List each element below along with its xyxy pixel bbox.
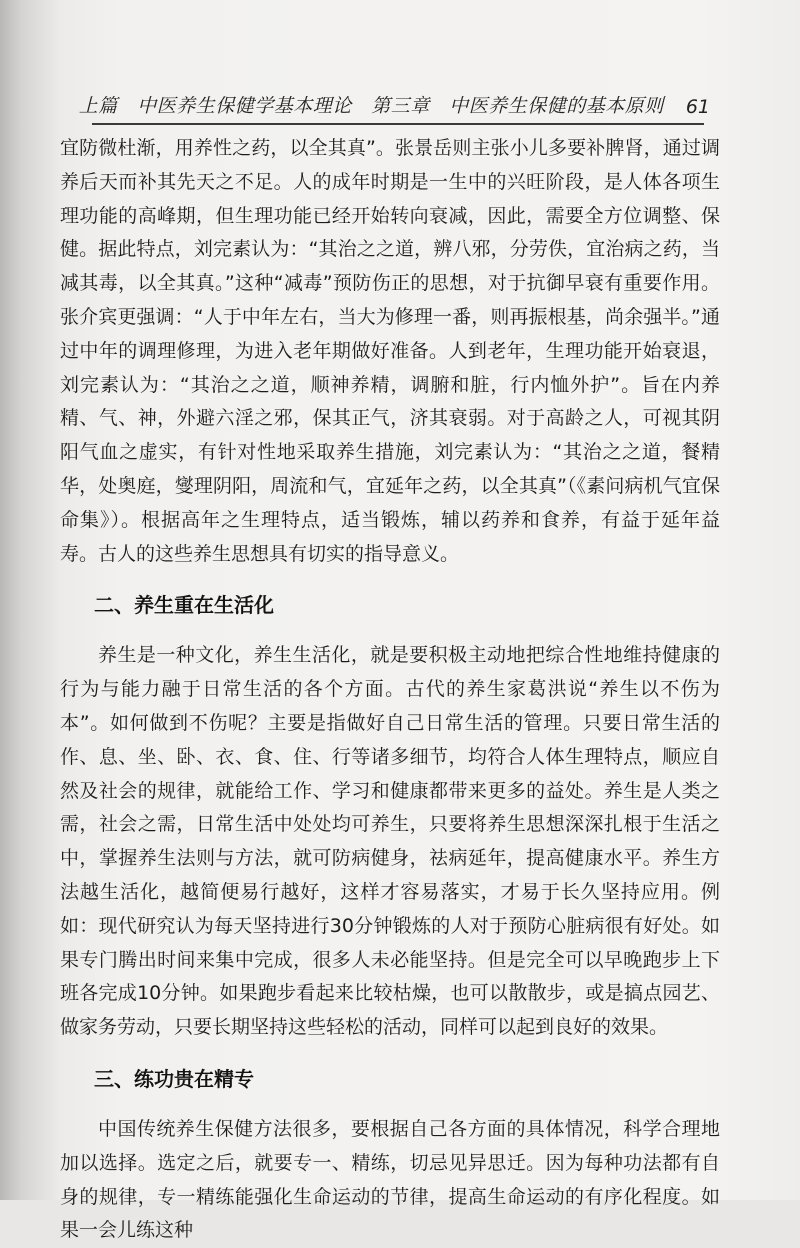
section-heading-lifestyle: 二、养生重在生活化 (94, 593, 274, 618)
section-lifestyle-paragraph: 养生是一种文化，养生生活化，就是要积极主动地把综合性地维持健康的行为与能力融于日常生活的各个方面。古代的养生家葛洪说“养生以不伤为本”。如何做到不伤呢？主要是指做好自己日常生活的管理。只要日常生活的作、息、坐、卧、衣、食、住、行等诸多细节，均符合人体生理特点，顺应自然及社会的规律，就能给工作、学习和健康都带来更多的益处。养生是人类之需，社会之需，日常生活中处处均可养生，只要将养生思想深深扎根于生活之中，掌握养生法则与方法，就可防病健身，祛病延年，提高健康水平。养生方法越生活化，越简便易行越好，这样才容易落实，才易于长久坚持应用。例如：现代研究认为每天坚持进行30分钟锻炼的人对于预防心脏病很有好处。如果专门腾出时间来集中完成，很多人未必能坚持。但是完全可以早晚跑步上下班各完成10分钟。如果跑步看起来比较枯燥，也可以散散步，或是搞点园艺、做家务劳动，只要长期坚持这些轻松的活动，同样可以起到良好的效果。 (60, 644, 720, 1039)
running-header (78, 86, 710, 118)
page-body (60, 132, 720, 1248)
section-practice-paragraph: 中国传统养生保健方法很多，要根据自己各方面的具体情况，科学合理地加以选择。选定之后，就要专一、精练，切忌见异思迁。因为每种功法都有自身的规律，专一精练能强化生命运动的节律，提高生命运动的有序化程度。如果一会儿练这种 (60, 1117, 720, 1242)
section-heading-practice: 三、练功贵在精专 (94, 1066, 254, 1091)
page-number: 61 (685, 96, 710, 118)
header-title: 上篇 中医养生保健学基本理论 第三章 中医养生保健的基本原则 (78, 95, 664, 117)
header-separator-bar (674, 95, 678, 115)
intro-paragraph: 宜防微杜渐，用养性之药，以全其真”。张景岳则主张小儿多要补脾肾，通过调养后天而补其先天之不足。人的成年时期是一生中的兴旺阶段，是人体各项生理功能的高峰期，但生理功能已经开始转向衰减，因此，需要全方位调整、保健。据此特点，刘完素认为：“其治之之道，辨八邪，分劳佚，宜治病之药，当减其毒，以全其真。”这种“减毒”预防伤正的思想，对于抗御早衰有重要作用。张介宾更强调：“人于中年左右，当大为修理一番，则再振根基，尚余强半。”通过中年的调理修理，为进入老年期做好准备。人到老年，生理功能开始衰退，刘完素认为：“其治之之道，顺神养精，调腑和脏，行内恤外护”。旨在内养精、气、神，外避六淫之邪，保其正气，济其衰弱。对于高龄之人，可视其阴阳气血之虚实，有针对性地采取养生措施，刘完素认为：“其治之之道，餐精华，处奥庭，燮理阴阳，周流和气，宜延年之药，以全其真”（《素问病机气宜保命集》）。根据高年之生理特点，适当锻炼，辅以药养和食养，有益于延年益寿。古人的这些养生思想具有切实的指导意义。 (60, 137, 720, 565)
header-rule (92, 123, 704, 125)
